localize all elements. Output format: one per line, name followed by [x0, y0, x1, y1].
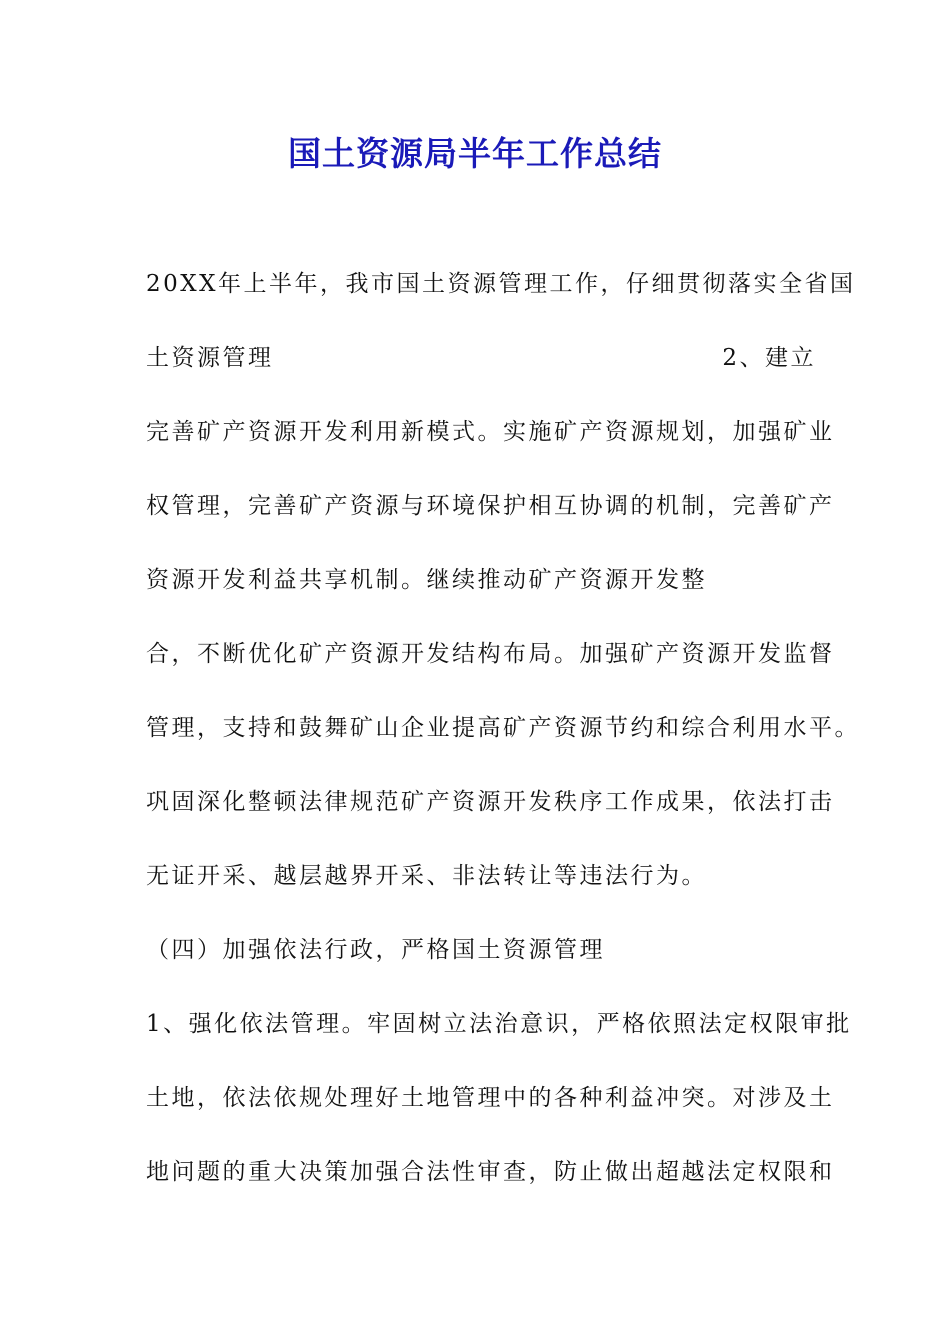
body-line	[146, 930, 816, 1004]
body-line-text: 管理，支持和鼓舞矿山企业提高矿产资源节约和综合利用水平。	[146, 715, 860, 741]
body-line-text: 地问题的重大决策加强合法性审查，防止做出超越法定权限和	[146, 1159, 835, 1185]
body-line-text: 土地，依法依规处理好土地管理中的各种利益冲突。对涉及土	[146, 1085, 835, 1111]
body-line	[146, 412, 835, 486]
body-line	[146, 708, 860, 782]
body-line-text: 完善矿产资源开发利用新模式。实施矿产资源规划，加强矿业	[146, 419, 835, 445]
document-body	[146, 264, 860, 1226]
body-line	[146, 338, 816, 412]
body-line	[146, 856, 816, 930]
body-line-right-text: 2、建立	[722, 345, 816, 371]
body-line-text: 巩固深化整顿法律规范矿产资源开发秩序工作成果，依法打击	[146, 789, 835, 815]
body-line-text: 权管理，完善矿产资源与环境保护相互协调的机制，完善矿产	[146, 493, 835, 519]
body-line	[146, 1152, 835, 1226]
body-line-text: （四）加强依法行政，严格国土资源管理	[146, 937, 605, 963]
document-title: 国土资源局半年工作总结	[288, 134, 662, 173]
body-line	[146, 1004, 852, 1078]
body-line	[146, 560, 816, 634]
body-line	[146, 486, 835, 560]
body-line	[146, 264, 856, 338]
body-line-text: 无证开采、越层越界开采、非法转让等违法行为。	[146, 863, 707, 889]
body-line-text: 合，不断优化矿产资源开发结构布局。加强矿产资源开发监督	[146, 641, 835, 667]
body-line	[146, 634, 835, 708]
body-line	[146, 1078, 835, 1152]
body-line	[146, 782, 835, 856]
body-line-text: 资源开发利益共享机制。继续推动矿产资源开发整	[146, 567, 707, 593]
body-line-text: 1、强化依法管理。牢固树立法治意识，严格依照法定权限审批	[146, 1011, 852, 1037]
body-line-text: 20XX年上半年，我市国土资源管理工作，仔细贯彻落实全省国	[146, 271, 856, 297]
body-line-text: 土资源管理	[146, 345, 274, 371]
